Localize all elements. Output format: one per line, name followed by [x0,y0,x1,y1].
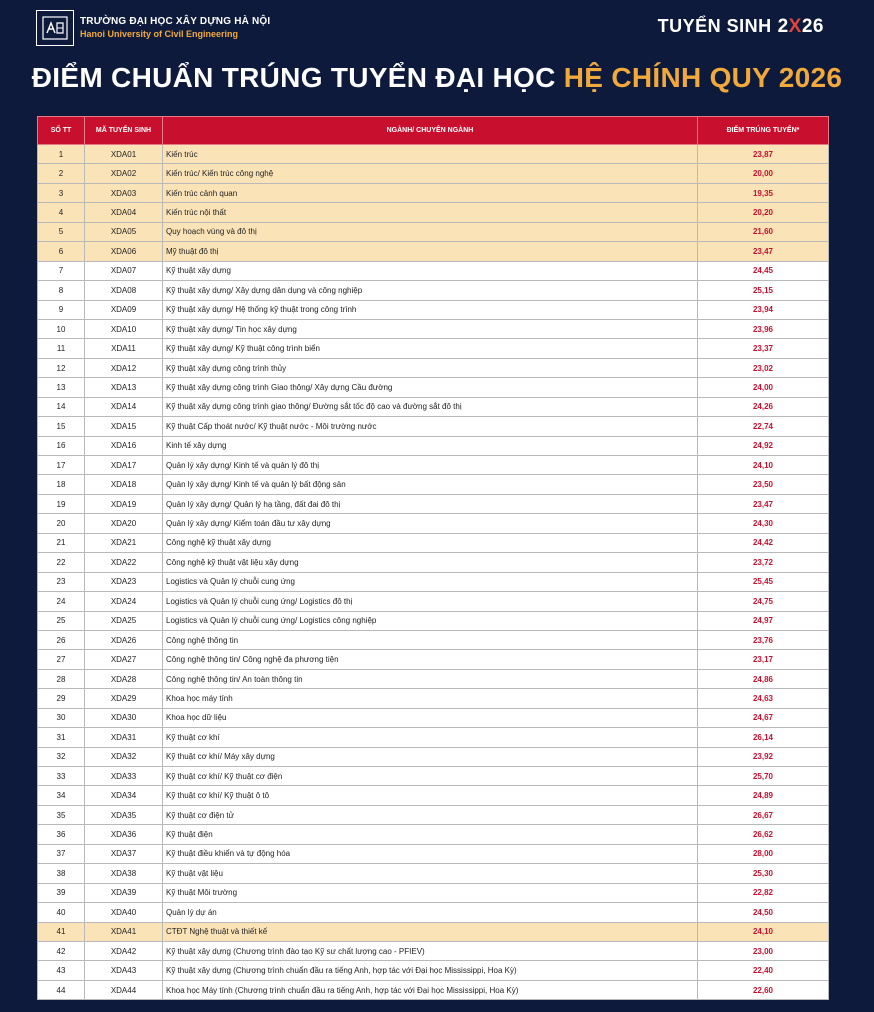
row-score: 24,10 [698,456,829,475]
row-stt: 9 [38,300,85,319]
title-main: ĐIỂM CHUẨN TRÚNG TUYỂN ĐẠI HỌC [31,62,556,93]
table-row [38,242,829,261]
row-major: Kỹ thuật xây dựng công trình giao thông/ Đường sắt tốc độ cao và đường sắt đô thị [163,397,698,416]
row-code: XDA40 [85,903,163,922]
row-code: XDA01 [85,145,163,164]
row-code: XDA30 [85,708,163,727]
row-major: Kỹ thuật vật liệu [163,864,698,883]
row-major: Quản lý xây dựng/ Kinh tế và quản lý đô thị [163,456,698,475]
row-score: 23,94 [698,300,829,319]
row-score: 23,50 [698,475,829,494]
university-name-en: Hanoi University of Civil Engineering [80,29,239,39]
row-score: 23,87 [698,145,829,164]
row-code: XDA17 [85,456,163,475]
row-major: Công nghệ thông tin [163,630,698,649]
row-score: 23,92 [698,747,829,766]
year-part-b: 26 [801,16,824,37]
row-code: XDA27 [85,650,163,669]
row-major: Kỹ thuật xây dựng [163,261,698,280]
row-stt: 8 [38,281,85,300]
row-stt: 36 [38,825,85,844]
row-score: 25,30 [698,864,829,883]
row-code: XDA34 [85,786,163,805]
row-code: XDA28 [85,669,163,688]
row-code: XDA15 [85,417,163,436]
row-score: 24,10 [698,922,829,941]
table-row [38,553,829,572]
year-part-x: X [788,16,802,37]
row-stt: 5 [38,222,85,241]
row-score: 22,82 [698,883,829,902]
row-stt: 33 [38,767,85,786]
table-row [38,922,829,941]
row-major: Kiến trúc/ Kiến trúc công nghệ [163,164,698,183]
row-score: 22,74 [698,417,829,436]
table-row [38,903,829,922]
row-score: 23,96 [698,319,829,338]
row-stt: 20 [38,514,85,533]
table-row [38,183,829,202]
campaign-word: TUYỂN SINH [657,16,772,36]
row-code: XDA03 [85,183,163,202]
university-name-vn: TRƯỜNG ĐẠI HỌC XÂY DỰNG HÀ NỘI [80,16,271,27]
row-major: Kỹ thuật Cấp thoát nước/ Kỹ thuật nước - Môi trường nước [163,417,698,436]
row-stt: 32 [38,747,85,766]
row-major: Kiến trúc cảnh quan [163,183,698,202]
row-code: XDA42 [85,941,163,960]
row-stt: 4 [38,203,85,222]
table-row [38,708,829,727]
row-score: 21,60 [698,222,829,241]
row-major: Kiến trúc [163,145,698,164]
row-code: XDA08 [85,281,163,300]
row-major: Kỹ thuật xây dựng (Chương trình chuẩn đầu ra tiếng Anh, hợp tác với Đại học Mississippi, Hoa Kỳ) [163,961,698,980]
row-stt: 40 [38,903,85,922]
table-row [38,669,829,688]
row-code: XDA37 [85,844,163,863]
row-code: XDA31 [85,728,163,747]
row-major: Công nghệ thông tin/ An toàn thông tin [163,669,698,688]
table-row [38,767,829,786]
table-row [38,261,829,280]
row-stt: 13 [38,378,85,397]
row-code: XDA11 [85,339,163,358]
table-row [38,436,829,455]
table-row [38,611,829,630]
row-stt: 44 [38,980,85,999]
table-row [38,689,829,708]
table-row [38,786,829,805]
table-row [38,941,829,960]
title-accent: HỆ CHÍNH QUY 2026 [563,62,843,93]
table-row [38,572,829,591]
row-stt: 18 [38,475,85,494]
table-row [38,728,829,747]
row-major: Công nghệ kỹ thuật xây dựng [163,533,698,552]
row-code: XDA23 [85,572,163,591]
row-code: XDA20 [85,514,163,533]
row-score: 19,35 [698,183,829,202]
row-major: Kỹ thuật xây dựng công trình thủy [163,358,698,377]
row-stt: 31 [38,728,85,747]
row-stt: 41 [38,922,85,941]
row-code: XDA29 [85,689,163,708]
row-code: XDA02 [85,164,163,183]
row-stt: 16 [38,436,85,455]
row-stt: 26 [38,630,85,649]
header-stt: SỐ TT [38,117,85,145]
row-major: Kỹ thuật cơ khí/ Kỹ thuật cơ điện [163,767,698,786]
row-major: Kỹ thuật xây dựng/ Xây dựng dân dụng và công nghiệp [163,281,698,300]
row-score: 25,70 [698,767,829,786]
table-row [38,358,829,377]
admission-score-table [37,116,829,1000]
row-stt: 3 [38,183,85,202]
row-major: Kinh tế xây dựng [163,436,698,455]
row-major: Kỹ thuật xây dựng/ Tin học xây dựng [163,319,698,338]
row-score: 24,42 [698,533,829,552]
header-major: NGÀNH/ CHUYÊN NGÀNH [163,117,698,145]
table-row [38,825,829,844]
campaign-year [778,16,824,37]
table-body [38,145,829,1000]
table-row [38,494,829,513]
row-score: 26,67 [698,805,829,824]
table-row [38,805,829,824]
row-stt: 23 [38,572,85,591]
row-stt: 21 [38,533,85,552]
table-row [38,397,829,416]
row-major: Kỹ thuật xây dựng/ Kỹ thuật công trình biển [163,339,698,358]
row-score: 24,92 [698,436,829,455]
row-stt: 10 [38,319,85,338]
header-score: ĐIỂM TRÚNG TUYỂN* [698,117,829,145]
row-code: XDA04 [85,203,163,222]
row-major: Quản lý xây dựng/ Quản lý hạ tầng, đất đai đô thị [163,494,698,513]
row-stt: 22 [38,553,85,572]
row-code: XDA24 [85,592,163,611]
row-score: 24,67 [698,708,829,727]
row-major: Mỹ thuật đô thị [163,242,698,261]
row-code: XDA38 [85,864,163,883]
row-major: Kỹ thuật cơ khí [163,728,698,747]
row-code: XDA39 [85,883,163,902]
row-code: XDA44 [85,980,163,999]
row-code: XDA06 [85,242,163,261]
row-stt: 29 [38,689,85,708]
table-row [38,203,829,222]
row-score: 24,45 [698,261,829,280]
row-score: 24,86 [698,669,829,688]
row-major: Quy hoạch vùng và đô thị [163,222,698,241]
row-score: 25,15 [698,281,829,300]
row-stt: 42 [38,941,85,960]
row-score: 23,47 [698,242,829,261]
table-row [38,650,829,669]
row-score: 22,40 [698,961,829,980]
row-stt: 37 [38,844,85,863]
university-logo-icon [36,10,74,46]
row-code: XDA05 [85,222,163,241]
table-row [38,533,829,552]
row-stt: 30 [38,708,85,727]
table-row [38,475,829,494]
table-row [38,961,829,980]
row-major: Quản lý xây dựng/ Kinh tế và quản lý bất động sản [163,475,698,494]
year-part-a: 2 [777,16,789,37]
table-row [38,319,829,338]
row-stt: 27 [38,650,85,669]
row-major: Quản lý xây dựng/ Kiểm toán đầu tư xây dựng [163,514,698,533]
row-score: 24,30 [698,514,829,533]
row-code: XDA41 [85,922,163,941]
table-row [38,844,829,863]
row-stt: 1 [38,145,85,164]
row-major: Công nghệ kỹ thuật vật liệu xây dựng [163,553,698,572]
row-stt: 34 [38,786,85,805]
row-stt: 24 [38,592,85,611]
table-row [38,281,829,300]
row-code: XDA10 [85,319,163,338]
page-header [0,0,874,52]
table-row [38,747,829,766]
row-score: 22,60 [698,980,829,999]
table-row [38,417,829,436]
row-major: Logistics và Quản lý chuỗi cung ứng/ Logistics đô thị [163,592,698,611]
table-row [38,592,829,611]
row-stt: 19 [38,494,85,513]
row-score: 24,63 [698,689,829,708]
row-major: Kỹ thuật Môi trường [163,883,698,902]
table-row [38,864,829,883]
row-stt: 38 [38,864,85,883]
table-header-row [38,117,829,145]
row-stt: 7 [38,261,85,280]
row-score: 24,50 [698,903,829,922]
row-stt: 12 [38,358,85,377]
table-row [38,378,829,397]
row-code: XDA33 [85,767,163,786]
row-major: Kỹ thuật xây dựng (Chương trình đào tạo Kỹ sư chất lượng cao - PFIEV) [163,941,698,960]
row-score: 20,00 [698,164,829,183]
row-major: Kỹ thuật cơ điện tử [163,805,698,824]
row-code: XDA21 [85,533,163,552]
row-score: 24,75 [698,592,829,611]
row-score: 23,02 [698,358,829,377]
row-code: XDA19 [85,494,163,513]
row-code: XDA43 [85,961,163,980]
row-code: XDA14 [85,397,163,416]
row-score: 24,89 [698,786,829,805]
row-score: 23,76 [698,630,829,649]
row-major: Kiến trúc nội thất [163,203,698,222]
row-code: XDA22 [85,553,163,572]
row-stt: 39 [38,883,85,902]
row-stt: 43 [38,961,85,980]
row-major: Khoa học Máy tính (Chương trình chuẩn đầu ra tiếng Anh, hợp tác với Đại học Mississippi, Hoa Kỳ) [163,980,698,999]
row-major: Logistics và Quản lý chuỗi cung ứng/ Logistics công nghiệp [163,611,698,630]
row-stt: 28 [38,669,85,688]
row-stt: 35 [38,805,85,824]
row-major: Kỹ thuật cơ khí/ Kỹ thuật ô tô [163,786,698,805]
table-row [38,339,829,358]
row-score: 28,00 [698,844,829,863]
row-code: XDA13 [85,378,163,397]
row-major: Kỹ thuật điện [163,825,698,844]
table-row [38,222,829,241]
row-score: 24,26 [698,397,829,416]
row-score: 24,97 [698,611,829,630]
row-major: Kỹ thuật cơ khí/ Máy xây dựng [163,747,698,766]
row-code: XDA26 [85,630,163,649]
row-score: 24,00 [698,378,829,397]
row-score: 23,17 [698,650,829,669]
row-score: 23,47 [698,494,829,513]
row-score: 26,62 [698,825,829,844]
header-code: MÃ TUYỂN SINH [85,117,163,145]
row-major: Công nghệ thông tin/ Công nghệ đa phương tiện [163,650,698,669]
row-code: XDA36 [85,825,163,844]
row-score: 23,00 [698,941,829,960]
table-row [38,514,829,533]
row-code: XDA16 [85,436,163,455]
page-title [0,62,874,94]
row-score: 20,20 [698,203,829,222]
row-score: 23,72 [698,553,829,572]
table-row [38,630,829,649]
row-stt: 17 [38,456,85,475]
table-row [38,300,829,319]
row-major: Logistics và Quản lý chuỗi cung ứng [163,572,698,591]
row-major: Kỹ thuật xây dựng/ Hệ thống kỹ thuật trong công trình [163,300,698,319]
table-row [38,883,829,902]
row-code: XDA32 [85,747,163,766]
row-stt: 2 [38,164,85,183]
row-stt: 14 [38,397,85,416]
row-stt: 6 [38,242,85,261]
row-stt: 11 [38,339,85,358]
row-major: Khoa học máy tính [163,689,698,708]
row-major: Khoa học dữ liệu [163,708,698,727]
row-major: Quản lý dự án [163,903,698,922]
row-code: XDA25 [85,611,163,630]
table-row [38,145,829,164]
row-stt: 15 [38,417,85,436]
row-score: 23,37 [698,339,829,358]
row-major: Kỹ thuật điều khiển và tự động hóa [163,844,698,863]
table-row [38,980,829,999]
row-code: XDA12 [85,358,163,377]
row-stt: 25 [38,611,85,630]
campaign-label [658,16,824,38]
row-code: XDA07 [85,261,163,280]
row-major: CTĐT Nghệ thuật và thiết kế [163,922,698,941]
table-row [38,164,829,183]
row-score: 25,45 [698,572,829,591]
table-row [38,456,829,475]
row-score: 26,14 [698,728,829,747]
row-code: XDA09 [85,300,163,319]
row-code: XDA35 [85,805,163,824]
row-major: Kỹ thuật xây dựng công trình Giao thông/ Xây dựng Cầu đường [163,378,698,397]
row-code: XDA18 [85,475,163,494]
